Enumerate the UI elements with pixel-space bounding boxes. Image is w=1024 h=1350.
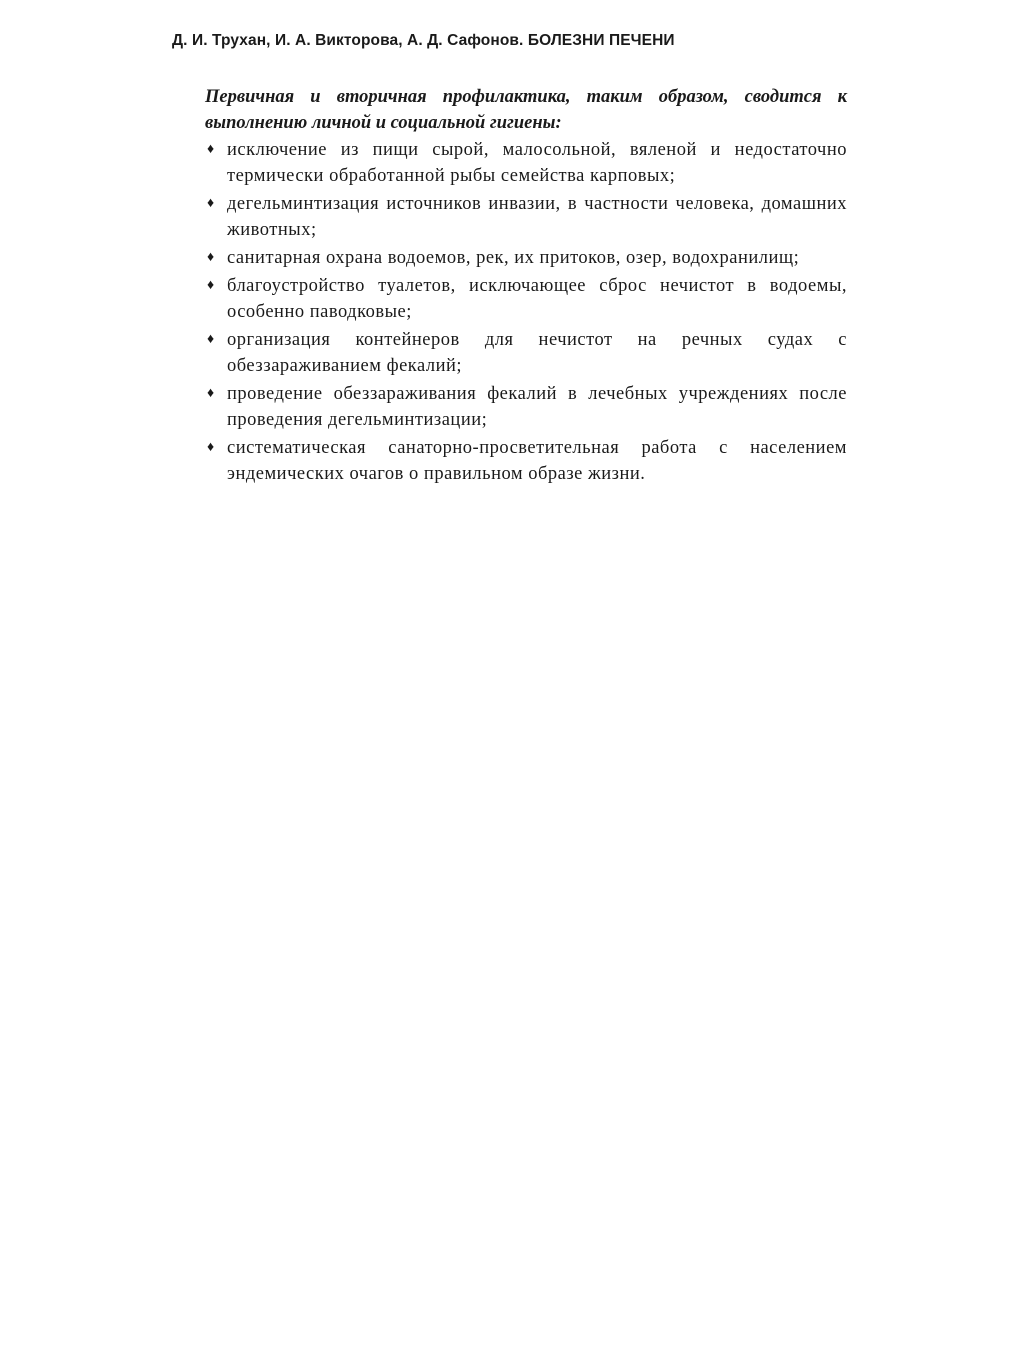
list-item — [205, 137, 847, 189]
intro-paragraph: Первичная и вторичная профилактика, таким образом, сводится к выполнению личной и социальной гигиены: — [205, 87, 847, 133]
list-item — [205, 191, 847, 243]
list-item — [205, 435, 847, 487]
list-item-text: проведение обеззараживания фекалий в лечебных учреждениях после проведения дегельминтизации; — [227, 384, 847, 430]
list-item-text: благоустройство туалетов, исключающее сброс нечистот в водоемы, особенно паводковые; — [227, 276, 847, 322]
page-content — [205, 84, 847, 489]
diamond-bullet-icon: ♦ — [207, 196, 215, 211]
list-item-text: санитарная охрана водоемов, рек, их притоков, озер, водохранилищ; — [227, 248, 800, 268]
diamond-bullet-icon: ♦ — [207, 386, 215, 401]
diamond-bullet-icon: ♦ — [207, 142, 215, 157]
running-header: Д. И. Трухан, И. А. Викторова, А. Д. Сафонов. БОЛЕЗНИ ПЕЧЕНИ — [172, 32, 675, 49]
list-item-text: исключение из пищи сырой, малосольной, вяленой и недостаточно термически обработанной рыбы семейства карповых; — [227, 140, 847, 186]
list-item-text: организация контейнеров для нечистот на речных судах с обеззараживанием фекалий; — [227, 330, 847, 376]
diamond-bullet-icon: ♦ — [207, 440, 215, 455]
diamond-bullet-icon: ♦ — [207, 250, 215, 265]
prevention-list — [205, 137, 847, 487]
list-item — [205, 327, 847, 379]
diamond-bullet-icon: ♦ — [207, 332, 215, 347]
list-item — [205, 381, 847, 433]
list-item — [205, 273, 847, 325]
list-item-text: систематическая санаторно-просветительная работа с населением эндемических очагов о правильном образе жизни. — [227, 438, 847, 484]
list-item — [205, 245, 847, 271]
list-item-text: дегельминтизация источников инвазии, в частности человека, домашних животных; — [227, 194, 847, 240]
diamond-bullet-icon: ♦ — [207, 278, 215, 293]
